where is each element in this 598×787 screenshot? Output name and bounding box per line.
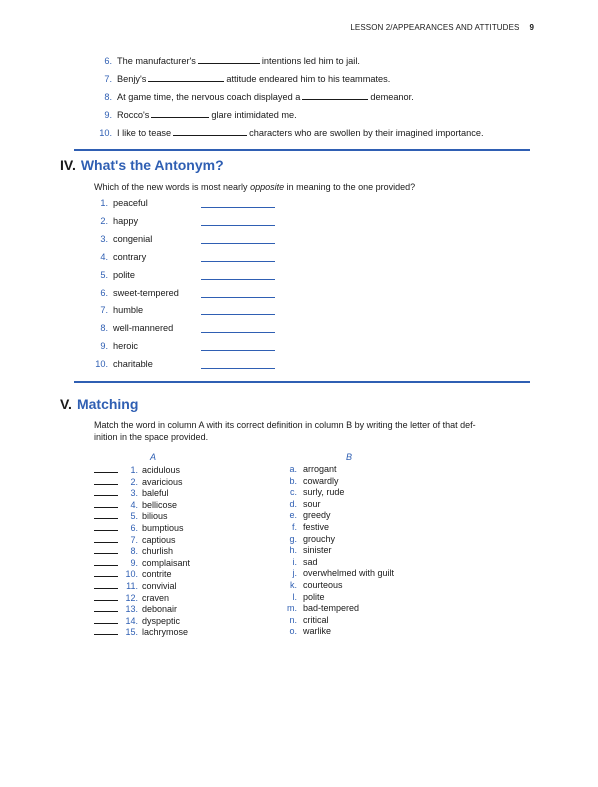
- item-letter: k.: [289, 579, 297, 590]
- instruction-text: Match the word in column A with its correct definition in column B by writing the letter of that def-: [94, 420, 476, 430]
- prompt-word: charitable: [113, 359, 153, 369]
- item-number: 4.: [130, 499, 138, 510]
- item-number: 8.: [104, 92, 112, 102]
- section-heading: [60, 157, 224, 173]
- sentence-before: At game time, the nervous coach displayed a: [117, 92, 301, 102]
- term: bellicose: [142, 499, 178, 510]
- column-a-list: [94, 464, 190, 638]
- item-letter: b.: [289, 475, 297, 486]
- list-item: [285, 476, 394, 488]
- item-number: 7.: [100, 305, 108, 315]
- list-item: [285, 522, 394, 534]
- item-number: 4.: [100, 252, 108, 262]
- list-item: [94, 464, 190, 476]
- list-item: [285, 464, 394, 476]
- list-item: [94, 615, 190, 627]
- list-item: [94, 499, 190, 511]
- term: bumptious: [142, 522, 184, 533]
- antonym-item: [94, 216, 138, 226]
- item-number: 14.: [125, 615, 138, 626]
- prompt-word: happy: [113, 216, 139, 226]
- answer-blank[interactable]: [94, 545, 118, 554]
- item-number: 1.: [100, 198, 108, 208]
- item-number: 9.: [130, 557, 138, 568]
- item-letter: o.: [289, 626, 297, 637]
- sentence-after: intentions led him to jail.: [261, 56, 360, 66]
- item-letter: c.: [289, 487, 297, 498]
- answer-blank[interactable]: [201, 207, 275, 208]
- antonym-item: [94, 359, 153, 369]
- definition: festive: [303, 521, 330, 532]
- term: lachrymose: [142, 627, 189, 638]
- term: acidulous: [142, 465, 181, 475]
- section-title: What's the Antonym?: [80, 157, 224, 173]
- section-numeral: V.: [60, 396, 72, 412]
- list-item: [94, 534, 190, 546]
- prompt-word: congenial: [113, 234, 153, 244]
- section-instructions: [94, 181, 415, 193]
- instruction-text: inition in the space provided.: [94, 432, 209, 442]
- list-item: [94, 568, 190, 580]
- definition: critical: [303, 614, 329, 625]
- list-item: [94, 626, 190, 638]
- answer-blank[interactable]: [94, 557, 118, 566]
- sentence-after: glare intimidated me.: [211, 110, 297, 120]
- answer-blank[interactable]: [94, 592, 118, 601]
- section-divider: [74, 149, 530, 151]
- item-letter: i.: [292, 556, 297, 567]
- prompt-word: humble: [113, 305, 144, 315]
- item-number: 8.: [130, 546, 138, 557]
- list-item: [94, 592, 190, 604]
- item-letter: j.: [292, 568, 297, 579]
- answer-blank[interactable]: [148, 73, 224, 82]
- item-number: 3.: [130, 488, 138, 499]
- prompt-word: well-mannered: [113, 323, 174, 333]
- term: contrite: [142, 569, 172, 580]
- list-item: [285, 603, 394, 615]
- instruction-emphasis: opposite: [250, 182, 285, 192]
- antonym-item: [94, 288, 179, 298]
- sentence-item: [94, 55, 360, 66]
- list-item: [285, 534, 394, 546]
- definition: sour: [303, 498, 321, 509]
- antonym-item: [94, 305, 143, 315]
- list-item: [94, 510, 190, 522]
- item-letter: d.: [289, 498, 297, 509]
- answer-blank[interactable]: [201, 350, 275, 351]
- item-letter: h.: [289, 545, 297, 556]
- definition: cowardly: [303, 475, 339, 486]
- list-item: [285, 580, 394, 592]
- running-header: [350, 23, 534, 32]
- definition: greedy: [303, 510, 331, 521]
- answer-blank[interactable]: [94, 510, 118, 519]
- section-instructions: [94, 419, 544, 443]
- lesson-title: LESSON 2/APPEARANCES AND ATTITUDES: [350, 23, 520, 32]
- antonym-item: [94, 252, 146, 262]
- item-letter: a.: [289, 464, 297, 474]
- section-title: Matching: [76, 396, 139, 412]
- definition: grouchy: [303, 533, 336, 544]
- list-item: [94, 522, 190, 534]
- item-number: 9.: [104, 110, 112, 120]
- definition: surly, rude: [303, 487, 345, 498]
- list-item: [285, 568, 394, 580]
- answer-blank[interactable]: [94, 626, 118, 635]
- sentence-before: The manufacturer's: [117, 56, 196, 66]
- item-number: 15.: [125, 627, 138, 638]
- answer-blank[interactable]: [94, 487, 118, 496]
- answer-blank[interactable]: [201, 314, 275, 315]
- list-item: [94, 603, 190, 615]
- term: complaisant: [142, 557, 191, 568]
- term: debonair: [142, 604, 178, 615]
- item-number: 2.: [100, 216, 108, 226]
- sentence-before: Benjy's: [117, 74, 147, 84]
- antonym-item: [94, 323, 173, 333]
- definition: sinister: [303, 545, 332, 556]
- column-a-header: A: [150, 452, 157, 462]
- prompt-word: polite: [113, 270, 135, 280]
- term: dyspeptic: [142, 615, 181, 626]
- item-number: 6.: [104, 56, 112, 66]
- term: avaricious: [142, 476, 183, 487]
- answer-blank[interactable]: [94, 464, 118, 473]
- item-number: 7.: [104, 74, 112, 84]
- answer-blank[interactable]: [94, 534, 118, 543]
- answer-blank[interactable]: [201, 332, 275, 333]
- answer-blank[interactable]: [302, 91, 368, 100]
- answer-blank[interactable]: [201, 368, 275, 369]
- item-number: 8.: [100, 323, 108, 333]
- item-number: 10.: [95, 359, 108, 369]
- term: churlish: [142, 546, 174, 557]
- definition: courteous: [303, 579, 343, 590]
- answer-blank[interactable]: [201, 243, 275, 244]
- antonym-item: [94, 341, 138, 351]
- answer-blank[interactable]: [94, 499, 118, 508]
- answer-blank[interactable]: [201, 225, 275, 226]
- item-number: 5.: [130, 511, 138, 522]
- item-letter: n.: [289, 614, 297, 625]
- item-letter: e.: [289, 510, 297, 521]
- item-number: 1.: [130, 465, 138, 475]
- antonym-item: [94, 270, 135, 280]
- list-item: [285, 545, 394, 557]
- list-item: [285, 592, 394, 604]
- list-item: [94, 557, 190, 569]
- list-item: [94, 545, 190, 557]
- answer-blank[interactable]: [151, 109, 209, 118]
- answer-blank[interactable]: [94, 522, 118, 531]
- sentence-after: attitude endeared him to his teammates.: [226, 74, 391, 84]
- term: bilious: [142, 511, 168, 522]
- list-item: [285, 615, 394, 627]
- term: baleful: [142, 488, 169, 499]
- item-number: 5.: [100, 270, 108, 280]
- item-number: 11.: [126, 580, 138, 591]
- definition: overwhelmed with guilt: [303, 568, 395, 579]
- sentence-before: Rocco's: [117, 110, 150, 120]
- column-b-list: [285, 464, 394, 638]
- definition: sad: [303, 556, 318, 567]
- definition: warlike: [303, 626, 332, 637]
- answer-blank[interactable]: [201, 297, 275, 298]
- answer-blank[interactable]: [94, 568, 118, 577]
- item-number: 2.: [130, 476, 138, 487]
- answer-blank[interactable]: [173, 127, 247, 136]
- definition: bad-tempered: [303, 603, 360, 614]
- definition: arrogant: [303, 464, 337, 474]
- item-number: 9.: [100, 341, 108, 351]
- list-item: [285, 557, 394, 569]
- prompt-word: contrary: [113, 252, 147, 262]
- sentence-item: [94, 109, 297, 120]
- answer-blank[interactable]: [198, 55, 260, 64]
- sentence-after: demeanor.: [370, 92, 414, 102]
- list-item: [285, 487, 394, 499]
- list-item: [285, 499, 394, 511]
- section-divider: [74, 381, 530, 383]
- item-number: 6.: [100, 288, 108, 298]
- sentence-item: [94, 127, 484, 138]
- item-number: 7.: [130, 534, 138, 545]
- item-letter: f.: [291, 521, 297, 532]
- answer-blank[interactable]: [94, 615, 118, 624]
- sentence-item: [94, 91, 414, 102]
- item-number: 10.: [99, 128, 112, 138]
- answer-blank[interactable]: [94, 476, 118, 485]
- item-number: 10.: [125, 569, 138, 580]
- item-number: 12.: [125, 592, 138, 603]
- term: craven: [142, 592, 170, 603]
- answer-blank[interactable]: [94, 580, 118, 589]
- prompt-word: peaceful: [113, 198, 148, 208]
- answer-blank[interactable]: [94, 603, 118, 612]
- item-letter: m.: [287, 603, 297, 614]
- list-item: [94, 476, 190, 488]
- prompt-word: heroic: [113, 341, 139, 351]
- item-number: 13.: [125, 604, 138, 615]
- prompt-word: sweet-tempered: [113, 288, 179, 298]
- section-numeral: IV.: [60, 157, 76, 173]
- column-b-header: B: [346, 452, 353, 462]
- item-letter: l.: [292, 591, 297, 602]
- instruction-text: in meaning to the one provided?: [284, 182, 416, 192]
- term: convivial: [142, 580, 177, 591]
- answer-blank[interactable]: [201, 279, 275, 280]
- list-item: [285, 510, 394, 522]
- sentence-before: I like to tease: [117, 128, 172, 138]
- list-item: [94, 487, 190, 499]
- page-number: 9: [529, 23, 534, 32]
- list-item: [94, 580, 190, 592]
- list-item: [285, 626, 394, 638]
- sentence-item: [94, 73, 390, 84]
- section-heading: [60, 396, 138, 412]
- definition: polite: [303, 591, 325, 602]
- instruction-text: Which of the new words is most nearly: [94, 182, 251, 192]
- item-number: 3.: [100, 234, 108, 244]
- answer-blank[interactable]: [201, 261, 275, 262]
- item-number: 6.: [130, 522, 138, 533]
- antonym-item: [94, 234, 152, 244]
- term: captious: [142, 534, 176, 545]
- antonym-item: [94, 198, 148, 208]
- item-letter: g.: [289, 533, 297, 544]
- sentence-after: characters who are swollen by their imagined importance.: [249, 128, 484, 138]
